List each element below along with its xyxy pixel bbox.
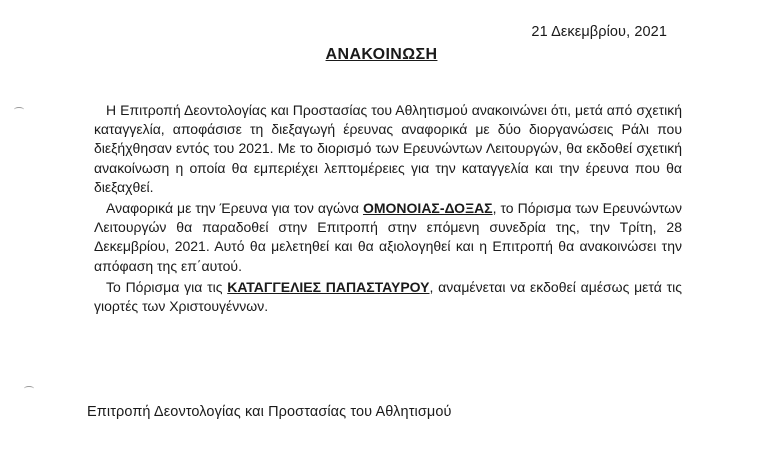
complaints-emphasis: ΚΑΤΑΓΓΕΛΙΕΣ ΠΑΠΑΣΤΑΥΡΟΥ (227, 278, 430, 295)
document-body (94, 101, 682, 316)
scan-artifact (24, 386, 34, 391)
document-date: 21 Δεκεμβρίου, 2021 (531, 24, 667, 40)
signature-line: Επιτροπή Δεοντολογίας και Προστασίας του Αθλητισμού (87, 404, 452, 420)
paragraph-2 (94, 199, 682, 276)
paragraph-1: Η Επιτροπή Δεοντολογίας και Προστασίας του Αθλητισμού ανακοινώνει ότι, μετά από σχετική καταγγελία, αποφάσισε τη διεξαγωγή έρευνας αναφορικά με δύο διοργανώσεις Ράλι που διεξήχθησαν εντός του 2021. Με το διορισμό των Ερευνώντων Λειτουργών, θα εκδοθεί σχετική ανακοίνωση η οποία θα εμπεριέχει λεπτομέρειες για την καταγγελία και την έρευνα που θα διεξαχθεί. (94, 102, 682, 195)
match-name-emphasis: ΟΜΟΝΟΙΑΣ-ΔΟΞΑΣ (362, 200, 493, 217)
paragraph-3-text-start: Το Πόρισμα για τις (106, 278, 228, 295)
paragraph-3-text-end: , αναμένεται να εκδοθεί αμέσως μετά τις γιορτές των Χριστουγέννων. (94, 278, 682, 315)
paragraph-2-text-start: Αναφορικά με την Έρευνα για τον αγώνα (106, 200, 363, 217)
scan-artifact (14, 107, 24, 112)
paragraph-3 (94, 278, 682, 316)
document-title: ΑΝΑΚΟΙΝΩΣΗ (325, 46, 438, 63)
paragraph-2-text-end: , το Πόρισμα των Ερευνώντων Λειτουργών θα παραδοθεί στην Επιτροπή στην επόμενη συνεδρία της, την Τρίτη, 28 Δεκεμβρίου, 2021. Αυτό θα μελετηθεί και θα αξιολογηθεί και η Επιτροπή θα ανακοινώσει την απόφαση της επ΄αυτού. (94, 200, 682, 274)
